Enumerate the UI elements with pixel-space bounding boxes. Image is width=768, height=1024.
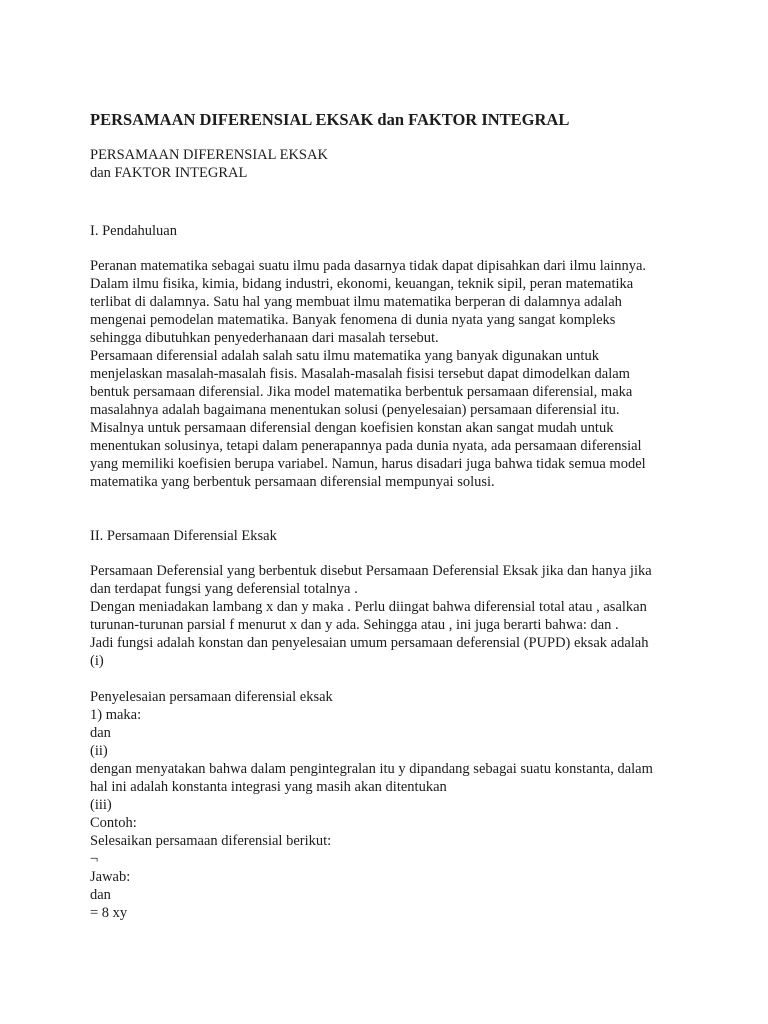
document-title: PERSAMAAN DIFERENSIAL EKSAK dan FAKTOR INTEGRAL [90, 110, 570, 129]
text-line: turunan-turunan parsial f menurut x dan y ada. Sehingga atau , ini juga berarti bahwa: dan . [90, 617, 619, 633]
text-line: menjelaskan masalah-masalah fisis. Masalah-masalah fisisi tersebut dapat dimodelkan dalam [90, 366, 630, 382]
text-line: Penyelesaian persamaan diferensial eksak [90, 689, 333, 705]
text-line: hal ini adalah konstanta integrasi yang masih akan ditentukan [90, 779, 447, 795]
text-line: Dengan meniadakan lambang x dan y maka . Perlu diingat bahwa diferensial total atau , asalkan [90, 599, 647, 615]
section-gap [90, 491, 690, 527]
line-gap [90, 670, 690, 688]
subtitle-line: PERSAMAAN DIFERENSIAL EKSAK [90, 147, 328, 163]
text-line: Misalnya untuk persamaan diferensial dengan koefisien konstan akan sangat mudah untuk [90, 420, 614, 436]
text-line: matematika yang berbentuk persamaan diferensial mempunyai solusi. [90, 474, 495, 490]
section-heading-pd-eksak: II. Persamaan Diferensial Eksak [90, 528, 277, 544]
text-line: Jadi fungsi adalah konstan dan penyelesaian umum persamaan deferensial (PUPD) eksak adalah [90, 635, 649, 651]
text-line: yang memiliki koefisien berupa variabel. Namun, harus disadari juga bahwa tidak semua model [90, 456, 646, 472]
text-line: dan [90, 725, 111, 741]
paragraph-pendahuluan [90, 257, 690, 491]
document-subtitle [90, 146, 690, 182]
text-line: (ii) [90, 743, 108, 759]
text-line: sehingga dibutuhkan penyederhanaan dari masalah tersebut. [90, 330, 439, 346]
text-line: Selesaikan persamaan diferensial berikut: [90, 833, 332, 849]
subtitle-line: dan FAKTOR INTEGRAL [90, 165, 248, 181]
text-line: Jawab: [90, 869, 131, 885]
text-line: Persamaan diferensial adalah salah satu ilmu matematika yang banyak digunakan untuk [90, 348, 599, 364]
text-line: dengan menyatakan bahwa dalam pengintegralan itu y dipandang sebagai suatu konstanta, dalam [90, 761, 653, 777]
text-line: dan terdapat fungsi yang deferensial totalnya . [90, 581, 358, 597]
text-line: 1) maka: [90, 707, 142, 723]
text-line: masalahnya adalah bagaimana menentukan solusi (penyelesaian) persamaan diferensial itu. [90, 402, 620, 418]
text-line: = 8 xy [90, 905, 128, 921]
text-line: terlibat di dalamnya. Satu hal yang membuat ilmu matematika berperan di dalamnya adalah [90, 294, 622, 310]
paragraph-pd-eksak [90, 562, 690, 670]
text-line: (i) [90, 653, 104, 669]
paragraph-penyelesaian [90, 688, 690, 922]
section-heading-pendahuluan: I. Pendahuluan [90, 223, 177, 239]
text-line: ¬ [90, 851, 99, 867]
text-line: (iii) [90, 797, 112, 813]
text-line: menentukan solusinya, tetapi dalam penerapannya pada dunia nyata, ada persamaan diferensial [90, 438, 642, 454]
text-line: mengenai pemodelan matematika. Banyak fenomena di dunia nyata yang sangat kompleks [90, 312, 616, 328]
text-line: Persamaan Deferensial yang berbentuk disebut Persamaan Deferensial Eksak jika dan hanya jika [90, 563, 652, 579]
text-line: Peranan matematika sebagai suatu ilmu pada dasarnya tidak dapat dipisahkan dari ilmu lainnya. [90, 258, 647, 274]
text-line: bentuk persamaan diferensial. Jika model matematika berbentuk persamaan diferensial, maka [90, 384, 633, 400]
text-line: Dalam ilmu fisika, kimia, bidang industri, ekonomi, keuangan, teknik sipil, peran matematika [90, 276, 634, 292]
text-line: Contoh: [90, 815, 137, 831]
document-page [90, 110, 690, 922]
text-line: dan [90, 887, 111, 903]
